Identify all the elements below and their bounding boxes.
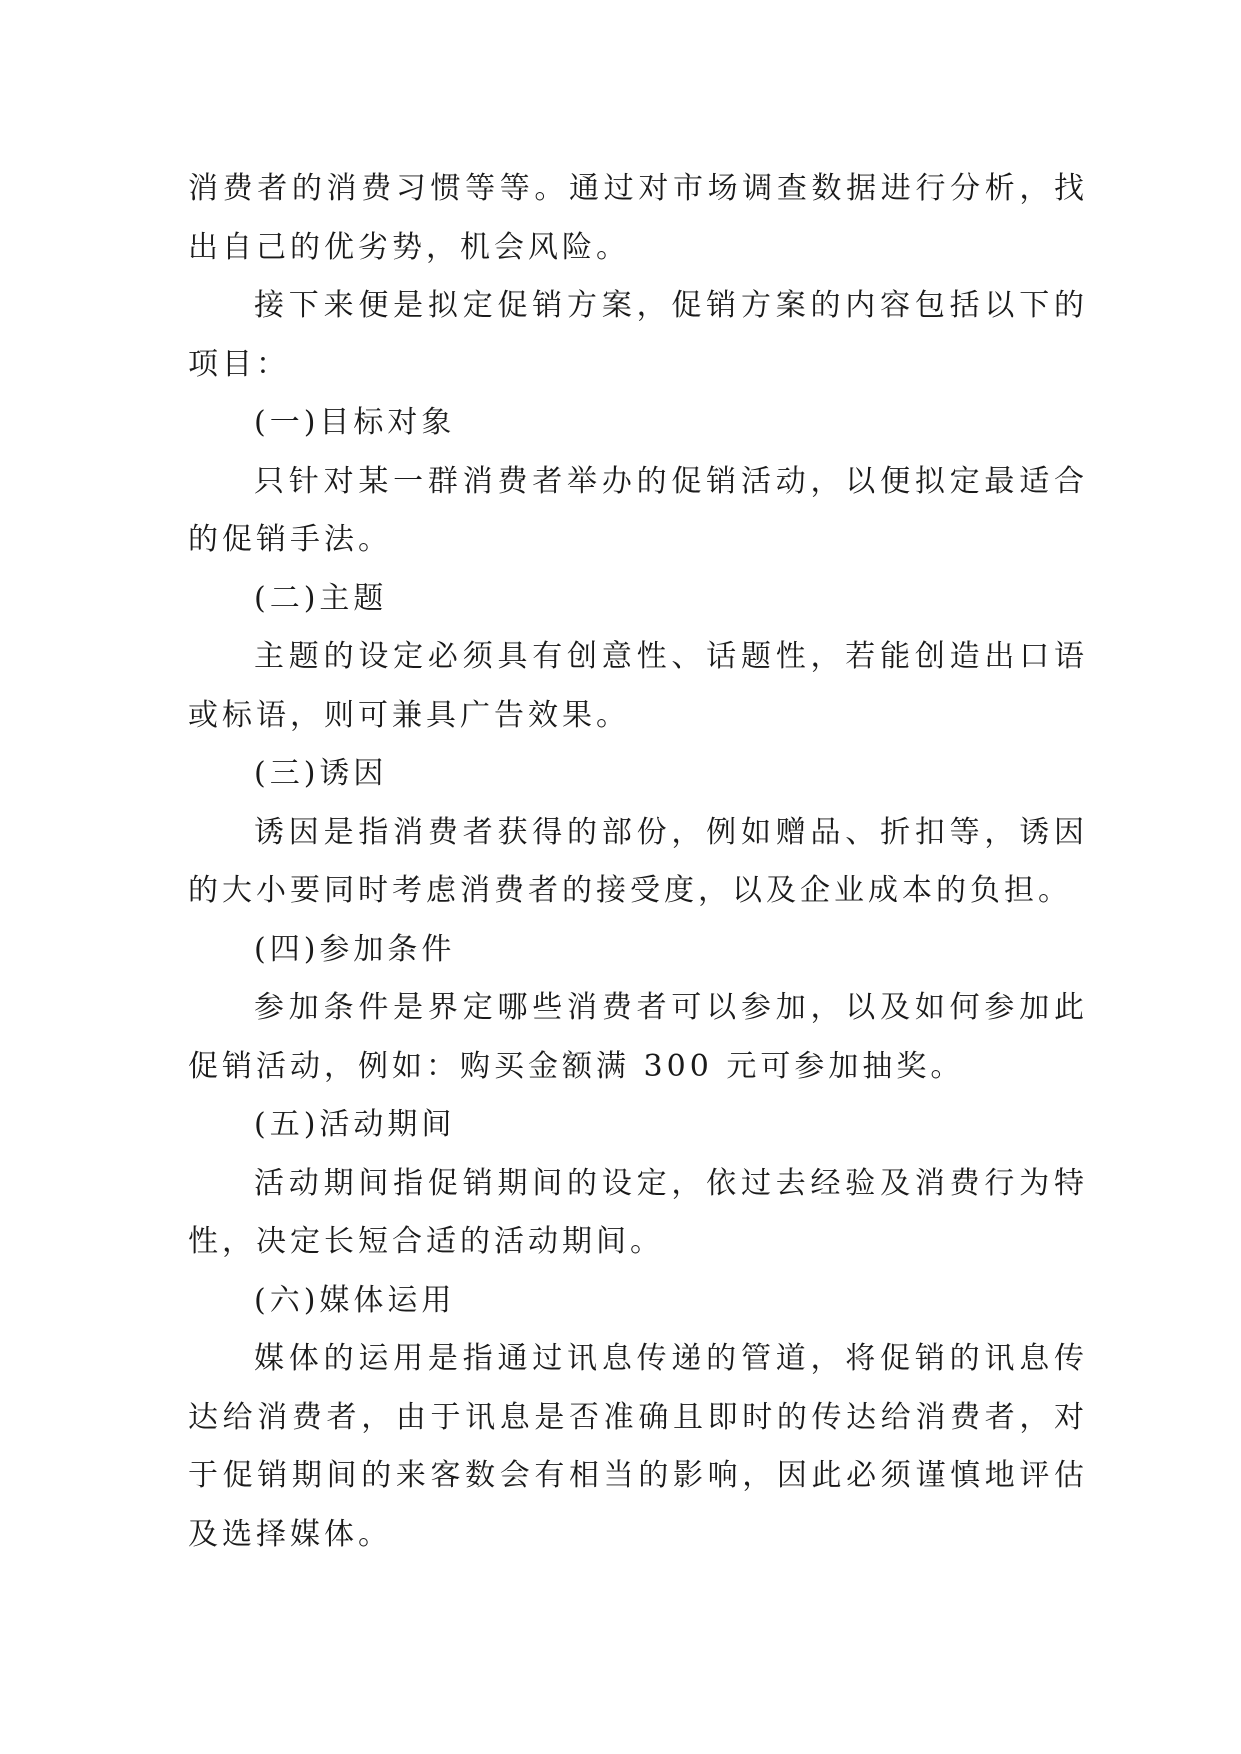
paragraph: 接下来便是拟定促销方案，促销方案的内容包括以下的项目： <box>188 288 1088 382</box>
paragraph: 诱因是指消费者获得的部份，例如赠品、折扣等，诱因的大小要同时考虑消费者的接受度，以及企业成本的负担。 <box>188 814 1088 908</box>
section-heading: (六)媒体运用 <box>254 1282 456 1318</box>
body-text <box>188 160 1088 1564</box>
paragraph: 活动期间指促销期间的设定，依过去经验及消费行为特性，决定长短合适的活动期间。 <box>188 1165 1088 1259</box>
section-heading: (二)主题 <box>254 580 388 616</box>
paragraph: 消费者的消费习惯等等。通过对市场调查数据进行分析，找出自己的优劣势，机会风险。 <box>188 171 1088 265</box>
section-heading: (五)活动期间 <box>254 1107 456 1142</box>
section-heading: (三)诱因 <box>254 756 388 791</box>
section-heading: (四)参加条件 <box>254 931 456 967</box>
paragraph: 媒体的运用是指通过讯息传递的管道，将促销的讯息传达给消费者，由于讯息是否准确且即时的传达给消费者，对于促销期间的来客数会有相当的影响，因此必须谨慎地评估及选择媒体。 <box>188 1341 1088 1552</box>
paragraph: 只针对某一群消费者举办的促销活动，以便拟定最适合的促销手法。 <box>188 463 1088 557</box>
paragraph: 参加条件是界定哪些消费者可以参加，以及如何参加此促销活动，例如：购买金额满 300 元可参加抽奖。 <box>188 990 1088 1084</box>
section-heading: (一)目标对象 <box>254 405 456 440</box>
paragraph: 主题的设定必须具有创意性、话题性，若能创造出口语或标语，则可兼具广告效果。 <box>188 639 1088 733</box>
